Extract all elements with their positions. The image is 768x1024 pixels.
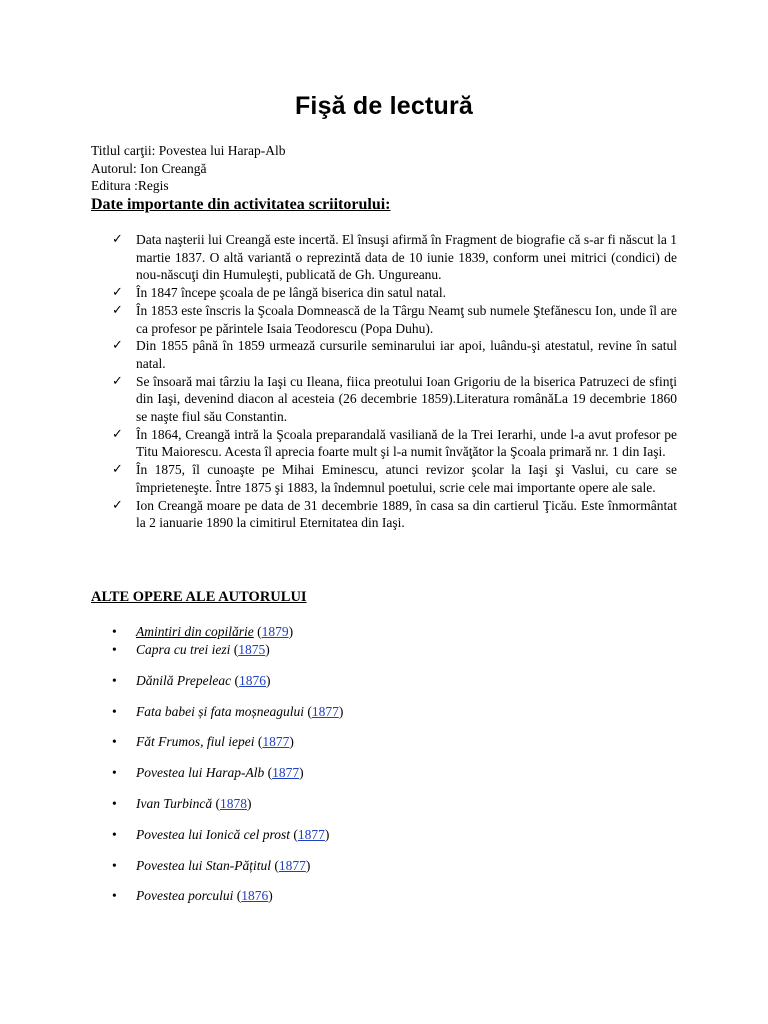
fact-item (112, 373, 677, 426)
fact-item (112, 461, 677, 496)
check-mark-icon: ✓ (112, 373, 123, 389)
work-title: Povestea porcului (136, 888, 234, 904)
work-year-link[interactable]: 1876 (238, 672, 266, 688)
work-year-link[interactable]: 1876 (241, 888, 269, 904)
work-title: Ivan Turbincă (136, 795, 213, 811)
work-year-link[interactable]: 1879 (261, 624, 289, 639)
work-item: • Povestea lui Stan-Pățitul (1877) (112, 857, 311, 873)
work-title: Povestea lui Harap-Alb (136, 765, 265, 781)
facts-heading: Date importante din activitatea scriitorului: (91, 196, 391, 213)
bullet-icon: • (112, 734, 117, 750)
bullet-icon: • (112, 826, 117, 842)
work-year-link[interactable]: 1875 (238, 642, 266, 657)
work-year-link[interactable]: 1877 (297, 826, 325, 842)
bullet-icon: • (112, 642, 117, 657)
work-year-link[interactable]: 1878 (220, 795, 247, 811)
bullet-icon: • (112, 672, 117, 688)
work-title: Capra cu trei iezi (136, 642, 231, 657)
work-item: • Povestea lui Harap-Alb (1877) (112, 765, 304, 781)
work-title: Făt Frumos, fiul iepei (136, 734, 255, 750)
bullet-icon: • (112, 857, 117, 873)
work-item: • Ivan Turbincă (1878) (112, 795, 252, 811)
fact-item (112, 337, 677, 372)
work-item: • Fata babei și fata moșneagului (1877) (112, 703, 344, 719)
check-mark-icon: ✓ (112, 285, 123, 301)
work-year-link[interactable]: 1877 (272, 765, 300, 781)
check-mark-icon: ✓ (112, 338, 123, 354)
work-item: • Povestea porcului (1876) (112, 888, 273, 904)
page-title: Fişă de lectură (294, 92, 474, 120)
fact-item (112, 284, 677, 302)
fact-text: Se însoară mai târziu la Iaşi cu Ileana, fiica preotului Ioan Grigoriu de la biserica Patruzeci de sfinţi din Iaşi, devenind diacon al acesteia (26 decembrie 1859).Literatura românăLa 19 decembrie 1860 se naşte fiul său Constantin. (136, 373, 677, 425)
fact-text: Ion Creangă moare pe data de 31 decembrie 1889, în casa sa din cartierul Ţicău. Este înmormântat la 2 ianuarie 1890 la cimitirul Eternitatea din Iaşi. (136, 497, 677, 531)
book-publisher-line: Editura :Regis (91, 178, 169, 193)
fact-text: În 1875, îl cunoaşte pe Mihai Eminescu, atunci revizor şcolar la Iaşi şi Vaslui, cu care se împrieteneşte. Între 1875 şi 1883, la îndemnul poetului, scrie cele mai importante opere ale sale. (136, 462, 677, 495)
work-item: • Dănilă Prepeleac (1876) (112, 672, 271, 688)
fact-item (112, 302, 677, 337)
check-mark-icon: ✓ (112, 426, 123, 442)
work-title-link[interactable]: Amintiri din copilărie (136, 624, 254, 639)
bullet-icon: • (112, 888, 117, 904)
bullet-icon: • (112, 703, 117, 719)
fact-text: În 1853 este înscris la Şcoala Domnească de la Târgu Neamţ sub numele Ştefănescu Ion, unde îl are ca profesor pe părintele Isaia Teodorescu (Popa Duhu). (136, 302, 677, 336)
work-title: Povestea lui Stan-Pățitul (136, 857, 271, 873)
fact-text: În 1847 începe şcoala de pe lângă biserica din satul natal. (136, 285, 447, 301)
check-mark-icon: ✓ (112, 232, 123, 247)
works-list (112, 624, 343, 919)
fact-item (112, 497, 677, 532)
work-item: • Amintiri din copilărie (1879) (112, 624, 294, 639)
check-mark-icon: ✓ (112, 497, 123, 513)
fact-item (112, 231, 677, 284)
work-title: Dănilă Prepeleac (136, 672, 232, 688)
check-mark-icon: ✓ (112, 462, 123, 478)
work-title: Povestea lui Ionică cel prost (136, 826, 290, 842)
bullet-icon: • (112, 795, 117, 811)
bullet-icon: • (112, 624, 117, 639)
work-item: • Făt Frumos, fiul iepei (1877) (112, 734, 294, 750)
fact-item (112, 426, 677, 461)
work-item: • Povestea lui Ionică cel prost (1877) (112, 826, 330, 842)
book-title-line: Titlul carţii: Povestea lui Harap-Alb (91, 143, 286, 158)
fact-text: Din 1855 până în 1859 urmează cursurile seminarului iar apoi, luându-şi atestatul, revine în satul natal. (136, 338, 677, 371)
work-title: Fata babei și fata moșneagului (136, 703, 304, 719)
work-year-link[interactable]: 1877 (262, 734, 290, 750)
check-mark-icon: ✓ (112, 302, 123, 318)
work-item: • Capra cu trei iezi (1875) (112, 642, 270, 657)
fact-text: Data naşterii lui Creangă este incertă. El însuşi afirmă în Fragment de biografie că s-ar fi născut la 1 martie 1837. O altă variantă o reprezintă data de 10 iunie 1839, conform unei mitrici (condici) de nou-născuţi din Humuleşti, publicată de Gh. Ungureanu. (136, 232, 677, 283)
facts-list (112, 231, 677, 532)
works-heading: ALTE OPERE ALE AUTORULUI (91, 589, 307, 605)
bullet-icon: • (112, 765, 117, 781)
work-year-link[interactable]: 1877 (278, 857, 306, 873)
book-info (91, 142, 285, 195)
work-year-link[interactable]: 1877 (311, 703, 339, 719)
book-author-line: Autorul: Ion Creangă (91, 160, 207, 176)
fact-text: În 1864, Creangă intră la Şcoala preparandală vasiliană de la Trei Ierarhi, unde l-a avut profesor pe Titu Maiorescu. Acesta îl aprecia foarte mult şi l-a numit învăţător la Şcoala primară nr. 1 din Iaşi. (136, 426, 677, 460)
